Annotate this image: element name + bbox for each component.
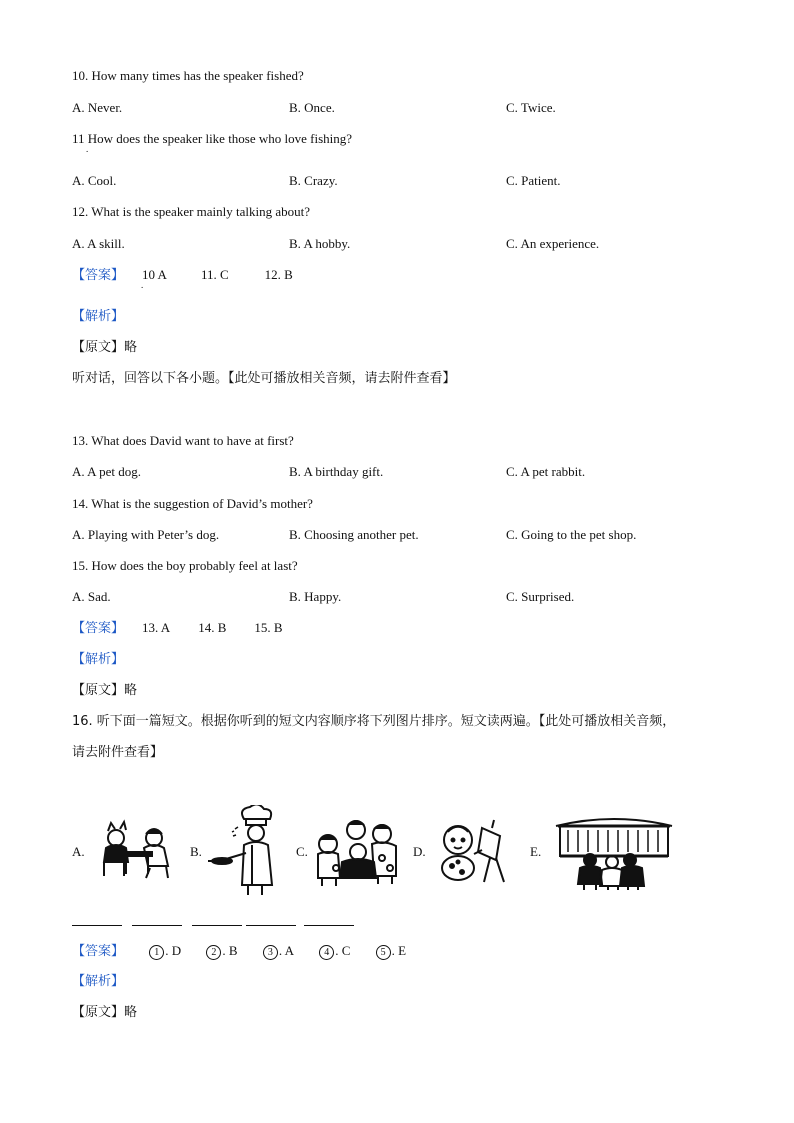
q15-option-b: B. Happy. bbox=[289, 589, 342, 604]
answer-value: 10 A bbox=[142, 267, 167, 282]
q10-option-b: B. Once. bbox=[289, 100, 335, 115]
picture-label-b: B. bbox=[190, 844, 202, 859]
q15-option-c: C. Surprised. bbox=[506, 589, 575, 604]
q10-option-c: C. Twice. bbox=[506, 100, 556, 115]
answer-value: 11. C bbox=[200, 267, 229, 282]
answer-blank-2[interactable] bbox=[132, 925, 182, 926]
answer-item bbox=[376, 943, 406, 960]
q11-option-b: B. Crazy. bbox=[289, 173, 338, 188]
answer-tag: 【答案】 bbox=[72, 621, 125, 636]
answer-tag: 【答案】 bbox=[72, 268, 125, 283]
answer-line bbox=[72, 620, 283, 637]
question-16-stem: 16. 听下面一篇短文。根据你听到的短文内容顺序将下列图片排序。短文读两遍。【此处可播放相关音频， bbox=[72, 714, 676, 729]
circled-number: 1 bbox=[149, 945, 164, 960]
answer-line bbox=[72, 943, 406, 960]
picture-b-chef-cooking bbox=[208, 805, 288, 897]
q12-option-c: C. An experience. bbox=[506, 236, 600, 251]
q14-option-c: C. Going to the pet shop. bbox=[506, 527, 637, 542]
question-13-stem: 13. What does David want to have at first? bbox=[72, 433, 294, 448]
answer-blank-1[interactable] bbox=[72, 925, 122, 926]
q12-option-b: B. A hobby. bbox=[289, 236, 351, 251]
original-text-note: 【原文】略 bbox=[72, 1005, 138, 1020]
picture-label-e: E. bbox=[530, 844, 542, 859]
picture-d-painter-easel bbox=[434, 818, 520, 884]
circled-number: 4 bbox=[319, 945, 334, 960]
answer-value: 13. A bbox=[142, 620, 171, 635]
circled-number: 2 bbox=[206, 945, 221, 960]
circled-number: 5 bbox=[376, 945, 391, 960]
listening-instruction: 听对话，回答以下各小题。【此处可播放相关音频，请去附件查看】 bbox=[72, 371, 456, 386]
answer-item-value: . B bbox=[222, 943, 238, 958]
picture-a-kids-at-table bbox=[94, 818, 182, 882]
question-14-stem: 14. What is the suggestion of David’s mother? bbox=[72, 496, 313, 511]
answer-item bbox=[319, 943, 350, 960]
original-text-note: 【原文】略 bbox=[72, 683, 138, 698]
question-15-stem: 15. How does the boy probably feel at last? bbox=[72, 558, 298, 573]
q11-option-c: C. Patient. bbox=[506, 173, 561, 188]
q14-option-b: B. Choosing another pet. bbox=[289, 527, 419, 542]
stray-dot: . bbox=[141, 280, 144, 290]
picture-label-a: A. bbox=[72, 844, 85, 859]
picture-label-c: C. bbox=[296, 844, 308, 859]
original-text-note: 【原文】略 bbox=[72, 340, 138, 355]
q11-option-a: A. Cool. bbox=[72, 173, 117, 188]
stray-dot: . bbox=[86, 144, 89, 154]
answer-item-value: . E bbox=[391, 943, 407, 958]
q14-option-a: A. Playing with Peter’s dog. bbox=[72, 527, 220, 542]
answer-blank-3[interactable] bbox=[192, 925, 242, 926]
answer-value: 15. B bbox=[254, 620, 283, 635]
answer-item-value: . C bbox=[335, 943, 351, 958]
answer-item-value: . D bbox=[165, 943, 182, 958]
answer-tag: 【答案】 bbox=[72, 944, 125, 959]
answer-item bbox=[149, 943, 181, 960]
answer-value: 14. B bbox=[198, 620, 227, 635]
answer-item bbox=[263, 943, 294, 960]
q13-option-c: C. A pet rabbit. bbox=[506, 464, 586, 479]
answer-item-value: . A bbox=[278, 943, 294, 958]
q13-option-b: B. A birthday gift. bbox=[289, 464, 384, 479]
analysis-tag: 【解析】 bbox=[72, 974, 125, 989]
answer-item bbox=[206, 943, 237, 960]
question-12-stem: 12. What is the speaker mainly talking about? bbox=[72, 204, 311, 219]
question-10-stem: 10. How many times has the speaker fished? bbox=[72, 68, 304, 83]
answer-blank-5[interactable] bbox=[304, 925, 354, 926]
answer-blank-4[interactable] bbox=[246, 925, 296, 926]
picture-c-group-of-kids bbox=[312, 818, 404, 888]
q12-option-a: A. A skill. bbox=[72, 236, 125, 251]
analysis-tag: 【解析】 bbox=[72, 652, 125, 667]
answer-line bbox=[72, 267, 293, 284]
q15-option-a: A. Sad. bbox=[72, 589, 111, 604]
circled-number: 3 bbox=[263, 945, 278, 960]
picture-e-building-and-people bbox=[554, 816, 674, 892]
q13-option-a: A. A pet dog. bbox=[72, 464, 141, 479]
q10-option-a: A. Never. bbox=[72, 100, 123, 115]
analysis-tag: 【解析】 bbox=[72, 309, 125, 324]
question-11-stem: 11 How does the speaker like those who love fishing? bbox=[72, 131, 353, 146]
question-16-stem-continued: 请去附件查看】 bbox=[72, 745, 164, 760]
picture-label-d: D. bbox=[413, 844, 426, 859]
answer-value: 12. B bbox=[264, 267, 293, 282]
